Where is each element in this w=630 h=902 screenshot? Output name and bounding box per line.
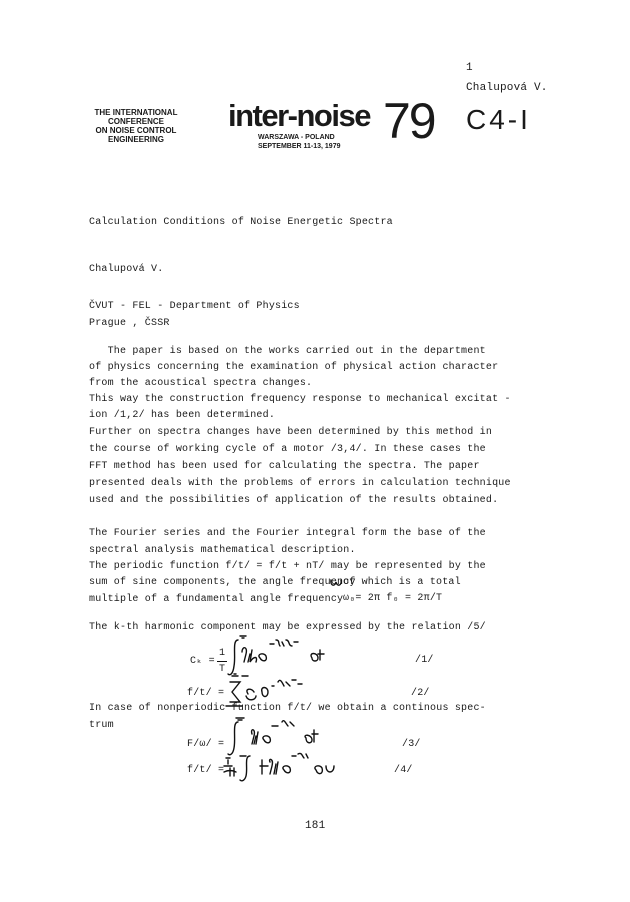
conference-line: THE INTERNATIONAL <box>94 108 178 117</box>
conference-logo: inter-noise <box>228 98 370 133</box>
affiliation-line-1: ČVUT - FEL - Department of Physics <box>89 301 300 312</box>
paper-author: Chalupová V. <box>89 264 164 275</box>
eq3-lhs: F/ω/ = <box>187 739 225 750</box>
abstract-line: Further on spectra changes have been determined by this method in <box>89 427 493 438</box>
eq3-number: /3/ <box>402 739 421 750</box>
affiliation-line-2: Prague , ČSSR <box>89 318 170 329</box>
body-line: The periodic function f/t/ = f/t + nT/ may be represented by the <box>89 561 486 572</box>
footer-page-number: 181 <box>305 820 326 832</box>
dates-line: SEPTEMBER 11-13, 1979 <box>258 143 341 150</box>
eq1-number: /1/ <box>415 655 434 666</box>
paper-title: Calculation Conditions of Noise Energetic Spectra <box>89 217 393 228</box>
omega-symbol <box>330 578 342 588</box>
abstract-line: presented deals with the problems of errors in calculation technique <box>89 478 511 489</box>
eq4-integral-icon <box>222 752 372 784</box>
body-line: trum <box>89 720 114 731</box>
abstract-line: the course of working cycle of a motor /3,4/. In these cases the <box>89 444 486 455</box>
eq4-lhs: f/t/ = <box>187 765 225 776</box>
conference-name <box>90 108 182 144</box>
body-line: sum of sine components, the angle frequency <box>89 577 356 588</box>
body-line: spectral analysis mathematical description. <box>89 545 356 556</box>
eq4-number: /4/ <box>394 765 413 776</box>
eq1-frac-den: T <box>219 664 226 675</box>
abstract-line: FFT method has been used for calculating the spectra. The paper <box>89 461 480 472</box>
abstract-line: This way the construction frequency response to mechanical excitat - <box>89 394 511 405</box>
abstract-line: of physics concerning the examination of physical action character <box>89 362 499 373</box>
body-line: of which is a total <box>343 577 461 588</box>
paper-code: C4-I <box>466 104 531 135</box>
header-author: Chalupová V. <box>466 82 548 94</box>
body-line: In case of nonperiodic function f/t/ we obtain a continous spec- <box>89 703 486 714</box>
body-line: The k-th harmonic component may be expressed by the relation /5/ <box>89 622 486 633</box>
conference-location <box>258 133 341 151</box>
conference-year: 79 <box>383 93 435 149</box>
fundamental-frequency: ω₀= 2π f₀ = 2π/T <box>343 593 443 604</box>
abstract-line: from the acoustical spectra changes. <box>89 378 313 389</box>
abstract-line: The paper is based on the works carried out in the department <box>89 346 486 357</box>
eq1-frac-num: 1 <box>219 648 226 659</box>
abstract-line: ion /1,2/ has been determined. <box>89 410 276 421</box>
location-line: WARSZAWA - POLAND <box>258 134 335 141</box>
page-number: 1 <box>466 62 473 74</box>
body-line: multiple of a fundamental angle frequency <box>89 594 344 605</box>
conference-line: CONFERENCE <box>107 117 164 126</box>
eq2-number: /2/ <box>411 688 430 699</box>
fraction-bar <box>217 661 227 662</box>
abstract-line: used and the possibilities of application of the results obtained. <box>89 495 499 506</box>
eq2-lhs: f/t/ = <box>187 688 225 699</box>
conference-line: ENGINEERING <box>107 135 164 144</box>
conference-line: ON NOISE CONTROL <box>95 126 177 135</box>
body-line: The Fourier series and the Fourier integral form the base of the <box>89 528 486 539</box>
eq1-lhs: Cₖ = <box>190 656 215 667</box>
